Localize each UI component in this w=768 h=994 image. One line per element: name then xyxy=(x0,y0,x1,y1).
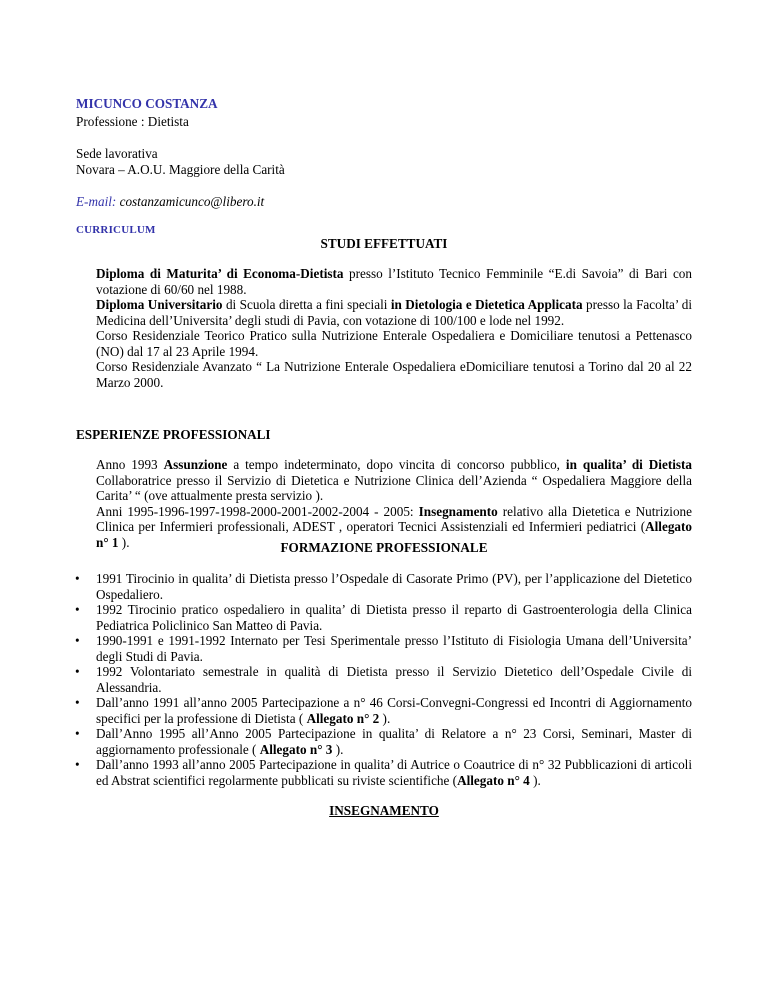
formazione-item-text: Dall’Anno 1995 all’Anno 2005 Partecipazione in qualita’ di Relatore a n° 23 Corsi, Seminari, Master di aggiornamento professionale ( xyxy=(96,726,692,757)
person-name: MICUNCO COSTANZA xyxy=(76,96,218,111)
formazione-item xyxy=(75,726,692,757)
esp-p1-bold2: in qualita’ di Dietista xyxy=(565,457,692,472)
esperienze-section xyxy=(96,457,692,550)
studi-paragraph-4: Corso Residenziale Avanzato “ La Nutrizione Enterale Ospedaliera eDomiciliare tenutosi a Torino dal 20 al 22 Marzo 2000. xyxy=(96,359,692,390)
insegnamento-title: INSEGNAMENTO xyxy=(329,803,439,818)
formazione-item xyxy=(75,664,692,695)
workplace-label: Sede lavorativa xyxy=(76,146,158,161)
formazione-item-text: Dall’anno 1993 all’anno 2005 Partecipazione in qualita’ di Autrice o Coautrice di n° 32 Pubblicazioni di articoli ed Abstrat scientifici regolarmente pubblicati su riviste scientifiche ( xyxy=(96,757,692,788)
bullet-icon: • xyxy=(75,664,80,679)
studi-title: STUDI EFFETTUATI xyxy=(320,236,448,251)
studi-p2-text: presso la Facolta’ di Medicina dell’Universita’ degli studi di Pavia, con votazione di 100/100 e lode nel 1992. xyxy=(96,297,692,328)
formazione-item-text: 1992 Tirocinio pratico ospedaliero in qualita’ di Dietista presso il reparto di Gastroenterologia della Clinica Pediatrica Policlinico San Matteo di Pavia. xyxy=(96,602,692,633)
formazione-item xyxy=(75,571,692,602)
formazione-title: FORMAZIONE PROFESSIONALE xyxy=(280,540,488,555)
formazione-item xyxy=(75,602,692,633)
studi-section xyxy=(96,266,692,390)
esp-p2-allegato: Allegato n° 1 xyxy=(96,519,692,550)
curriculum-label: CURRICULUM xyxy=(76,224,156,236)
profession: Professione : Dietista xyxy=(76,114,189,129)
formazione-item-text: 1990-1991 e 1991-1992 Internato per Tesi Sperimentale presso l’Istituto di Fisiologia Umana dell’Universita’ degli Studi di Pavia. xyxy=(96,633,692,664)
formazione-item-allegato: Allegato n° 3 xyxy=(259,741,333,757)
formazione-item-text: 1991 Tirocinio in qualita’ di Dietista presso l’Ospedale di Casorate Primo (PV), per l’applicazione del Dietetico Ospedaliero. xyxy=(96,571,692,602)
formazione-item xyxy=(75,633,692,664)
esperienze-paragraph-1 xyxy=(96,457,692,504)
formazione-item-text: 1992 Volontariato semestrale in qualità di Dietista presso il Servizio Dietetico dell’Ospedale Civile di Alessandria. xyxy=(96,664,692,695)
bullet-icon: • xyxy=(75,633,80,648)
formazione-item-allegato: Allegato n° 4 xyxy=(457,772,530,788)
bullet-icon: • xyxy=(75,695,80,710)
studi-p1-bold: Diploma di Maturita’ di Economa-Dietista xyxy=(96,266,344,281)
formazione-item xyxy=(75,757,692,788)
studi-p2-bold1: Diploma Universitario xyxy=(96,297,223,312)
email-value[interactable]: costanzamicunco@libero.it xyxy=(119,194,265,209)
studi-paragraph-1 xyxy=(96,266,692,297)
esp-p1-bold1: Assunzione xyxy=(163,457,228,472)
formazione-item-tail: ). xyxy=(379,710,391,726)
formazione-item-tail: ). xyxy=(332,741,344,757)
esp-p1-b: a tempo indeterminato, dopo vincita di concorso pubblico, xyxy=(227,457,566,472)
esp-p2-c: ). xyxy=(118,534,130,550)
esp-p1-c: Collaboratrice presso il Servizio di Dietetica e Nutrizione Clinica dell’Azienda “ Ospedaliera Maggiore della Carita’ “ (ove attualmente presta servizio ). xyxy=(96,472,692,503)
workplace-value: Novara – A.O.U. Maggiore della Carità xyxy=(76,162,285,177)
email-label: E-mail: xyxy=(76,194,117,209)
esp-p2-b: relativo alla Dietetica e Nutrizione Clinica per Infermieri professionali, ADEST , operatori Tecnici Assistenziali ed Infermieri pediatrici ( xyxy=(96,503,693,534)
bullet-icon: • xyxy=(75,602,80,617)
esp-p2-bold: Insegnamento xyxy=(418,503,498,519)
formazione-list xyxy=(75,571,692,788)
bullet-icon: • xyxy=(75,571,80,586)
esp-p2-a: Anni 1995-1996-1997-1998-2000-2001-2002-2004 - 2005: xyxy=(96,503,419,519)
email-line xyxy=(76,194,264,210)
studi-paragraph-2 xyxy=(96,297,692,328)
formazione-item-allegato: Allegato n° 2 xyxy=(306,710,380,726)
studi-paragraph-3: Corso Residenziale Teorico Pratico sulla Nutrizione Enterale Ospedaliera e Domiciliare tenutosi a Pettenasco (NO) dal 17 al 23 Aprile 1994. xyxy=(96,328,692,359)
formazione-item-tail: ). xyxy=(529,772,541,788)
formazione-item-text: Dall’anno 1991 all’anno 2005 Partecipazione a n° 46 Corsi-Convegni-Congressi ed Incontri di Aggiornamento specifici per la professione di Dietista ( xyxy=(96,695,692,726)
bullet-icon: • xyxy=(75,726,80,741)
studi-p1-text: presso l’Istituto Tecnico Femminile “E.di Savoia” di Bari con votazione di 60/60 nel 1988. xyxy=(96,266,692,297)
formazione-item xyxy=(75,695,692,726)
esperienze-title: ESPERIENZE PROFESSIONALI xyxy=(76,427,271,442)
esp-p1-a: Anno 1993 xyxy=(96,457,164,472)
studi-p2-mid: di Scuola diretta a fini speciali xyxy=(222,297,391,312)
studi-p2-bold2: in Dietologia e Dietetica Applicata xyxy=(390,297,583,312)
bullet-icon: • xyxy=(75,757,80,772)
